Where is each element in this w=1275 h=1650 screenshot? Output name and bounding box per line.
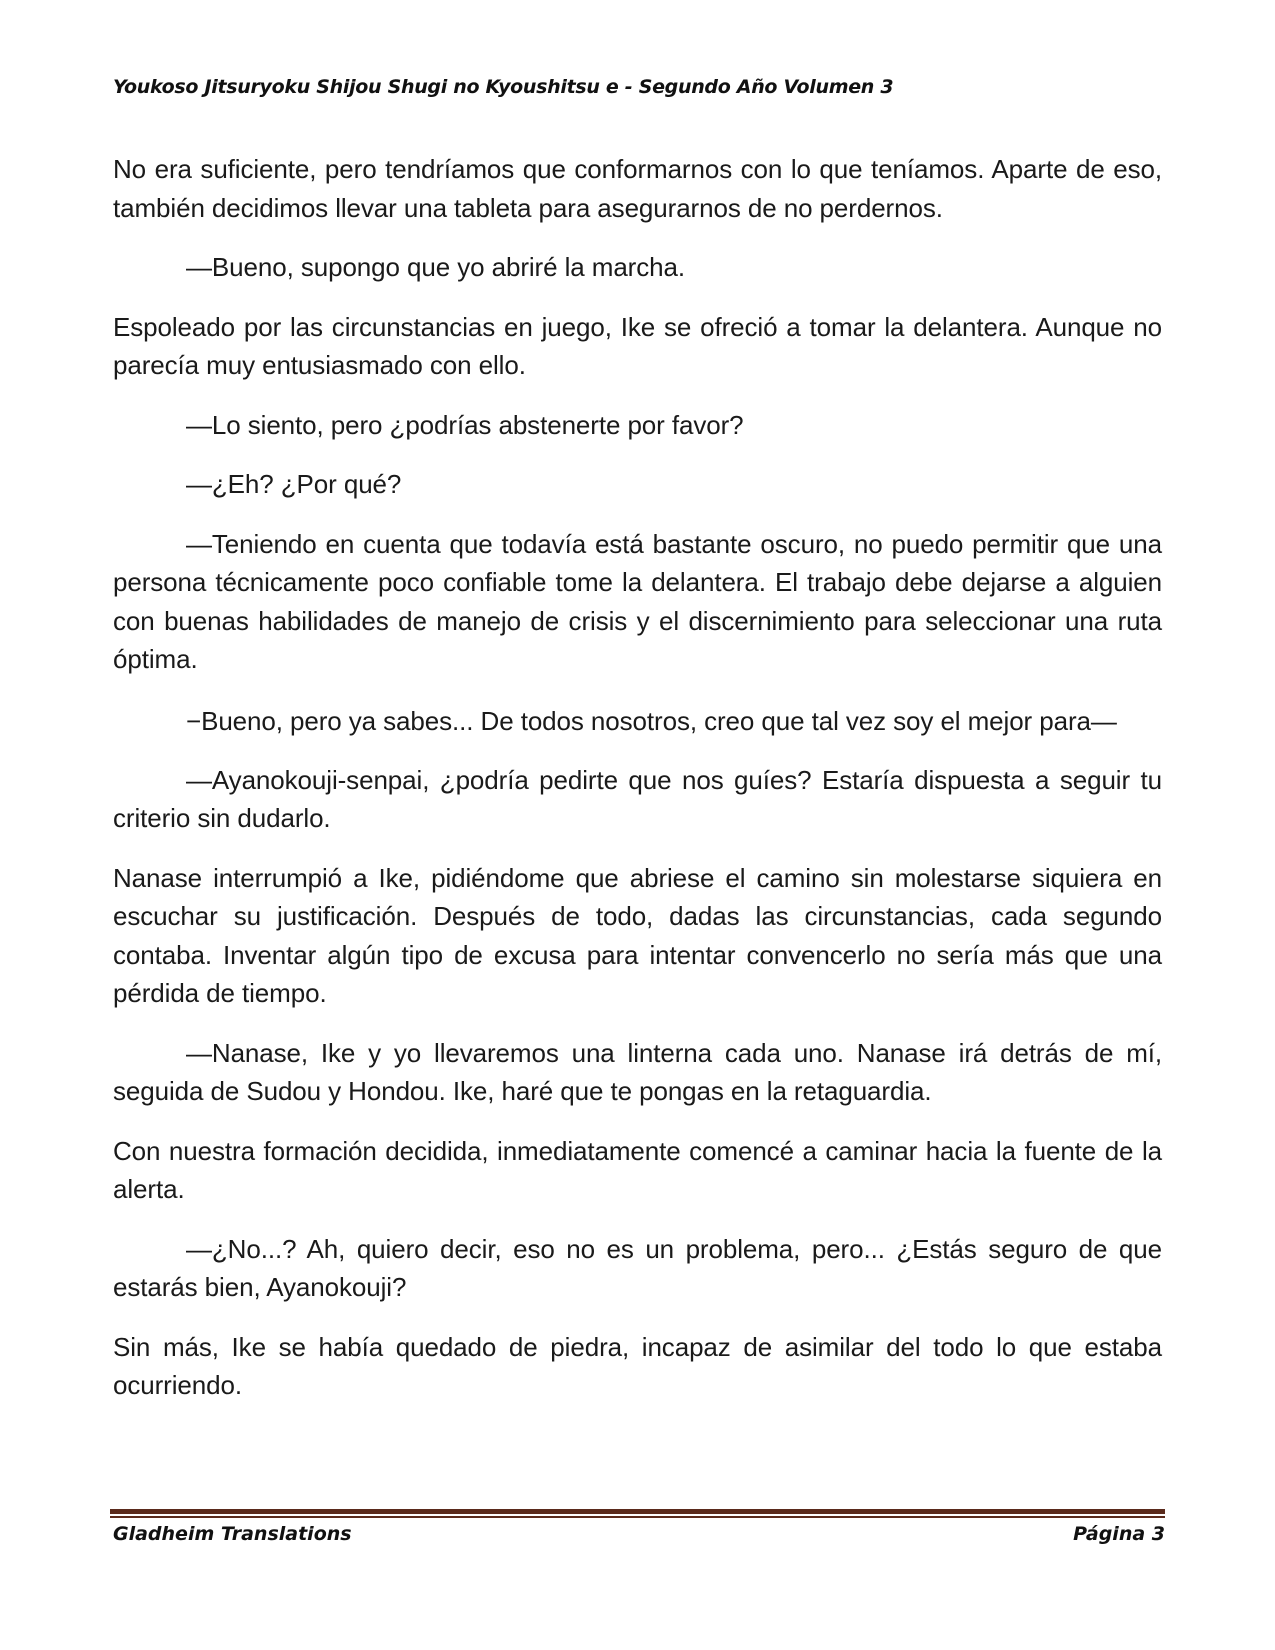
paragraph-7: −Bueno, pero ya sabes... De todos nosotros, creo que tal vez soy el mejor para— <box>186 705 1117 736</box>
paragraph-12: —¿No...? Ah, quiero decir, eso no es un problema, pero... ¿Estás seguro de que estarás bien, Ayanokouji? <box>113 1233 1162 1302</box>
paragraph-9: Nanase interrumpió a Ike, pidiéndome que abriese el camino sin molestarse siquiera en escuchar su justificación. Después de todo, dadas las circunstancias, cada segundo contaba. Inventar algún tipo de excusa para intentar convencerlo no sería más que una pérdida de tiempo. <box>113 862 1162 1008</box>
paragraph-6: —Teniendo en cuenta que todavía está bastante oscuro, no puedo permitir que una persona técnicamente poco confiable tome la delantera. El trabajo debe dejarse a alguien con buenas habilidades de manejo de crisis y el discernimiento para seleccionar una ruta óptima. <box>113 528 1162 674</box>
paragraph-8: —Ayanokouji-senpai, ¿podría pedirte que nos guíes? Estaría dispuesta a seguir tu criterio sin dudarlo. <box>113 764 1162 833</box>
footer-divider <box>110 1509 1165 1517</box>
paragraph-3: Espoleado por las circunstancias en juego, Ike se ofreció a tomar la delantera. Aunque no parecía muy entusiasmado con ello. <box>113 311 1162 380</box>
paragraph-13: Sin más, Ike se había quedado de piedra, incapaz de asimilar del todo lo que estaba ocurriendo. <box>113 1331 1162 1400</box>
paragraph-2: —Bueno, supongo que yo abriré la marcha. <box>186 252 685 282</box>
paragraph-4: —Lo siento, pero ¿podrías abstenerte por favor? <box>186 409 744 440</box>
paragraph-11: Con nuestra formación decidida, inmediatamente comencé a caminar hacia la fuente de la alerta. <box>113 1135 1162 1204</box>
footer-translator-credit: Gladheim Translations <box>113 1523 352 1545</box>
paragraph-10: —Nanase, Ike y yo llevaremos una linterna cada uno. Nanase irá detrás de mí, seguida de Sudou y Hondou. Ike, haré que te pongas en la retaguardia. <box>113 1037 1162 1106</box>
body-text <box>113 150 1162 1426</box>
paragraph-1: No era suficiente, pero tendríamos que conformarnos con lo que teníamos. Aparte de eso, también decidimos llevar una tableta para asegurarnos de no perdernos. <box>113 154 1162 223</box>
running-header-title: Youkoso Jitsuryoku Shijou Shugi no Kyoushitsu e - Segundo Año Volumen 3 <box>113 76 894 98</box>
footer-page-number: Página 3 <box>1073 1523 1165 1545</box>
paragraph-5: —¿Eh? ¿Por qué? <box>186 469 402 499</box>
